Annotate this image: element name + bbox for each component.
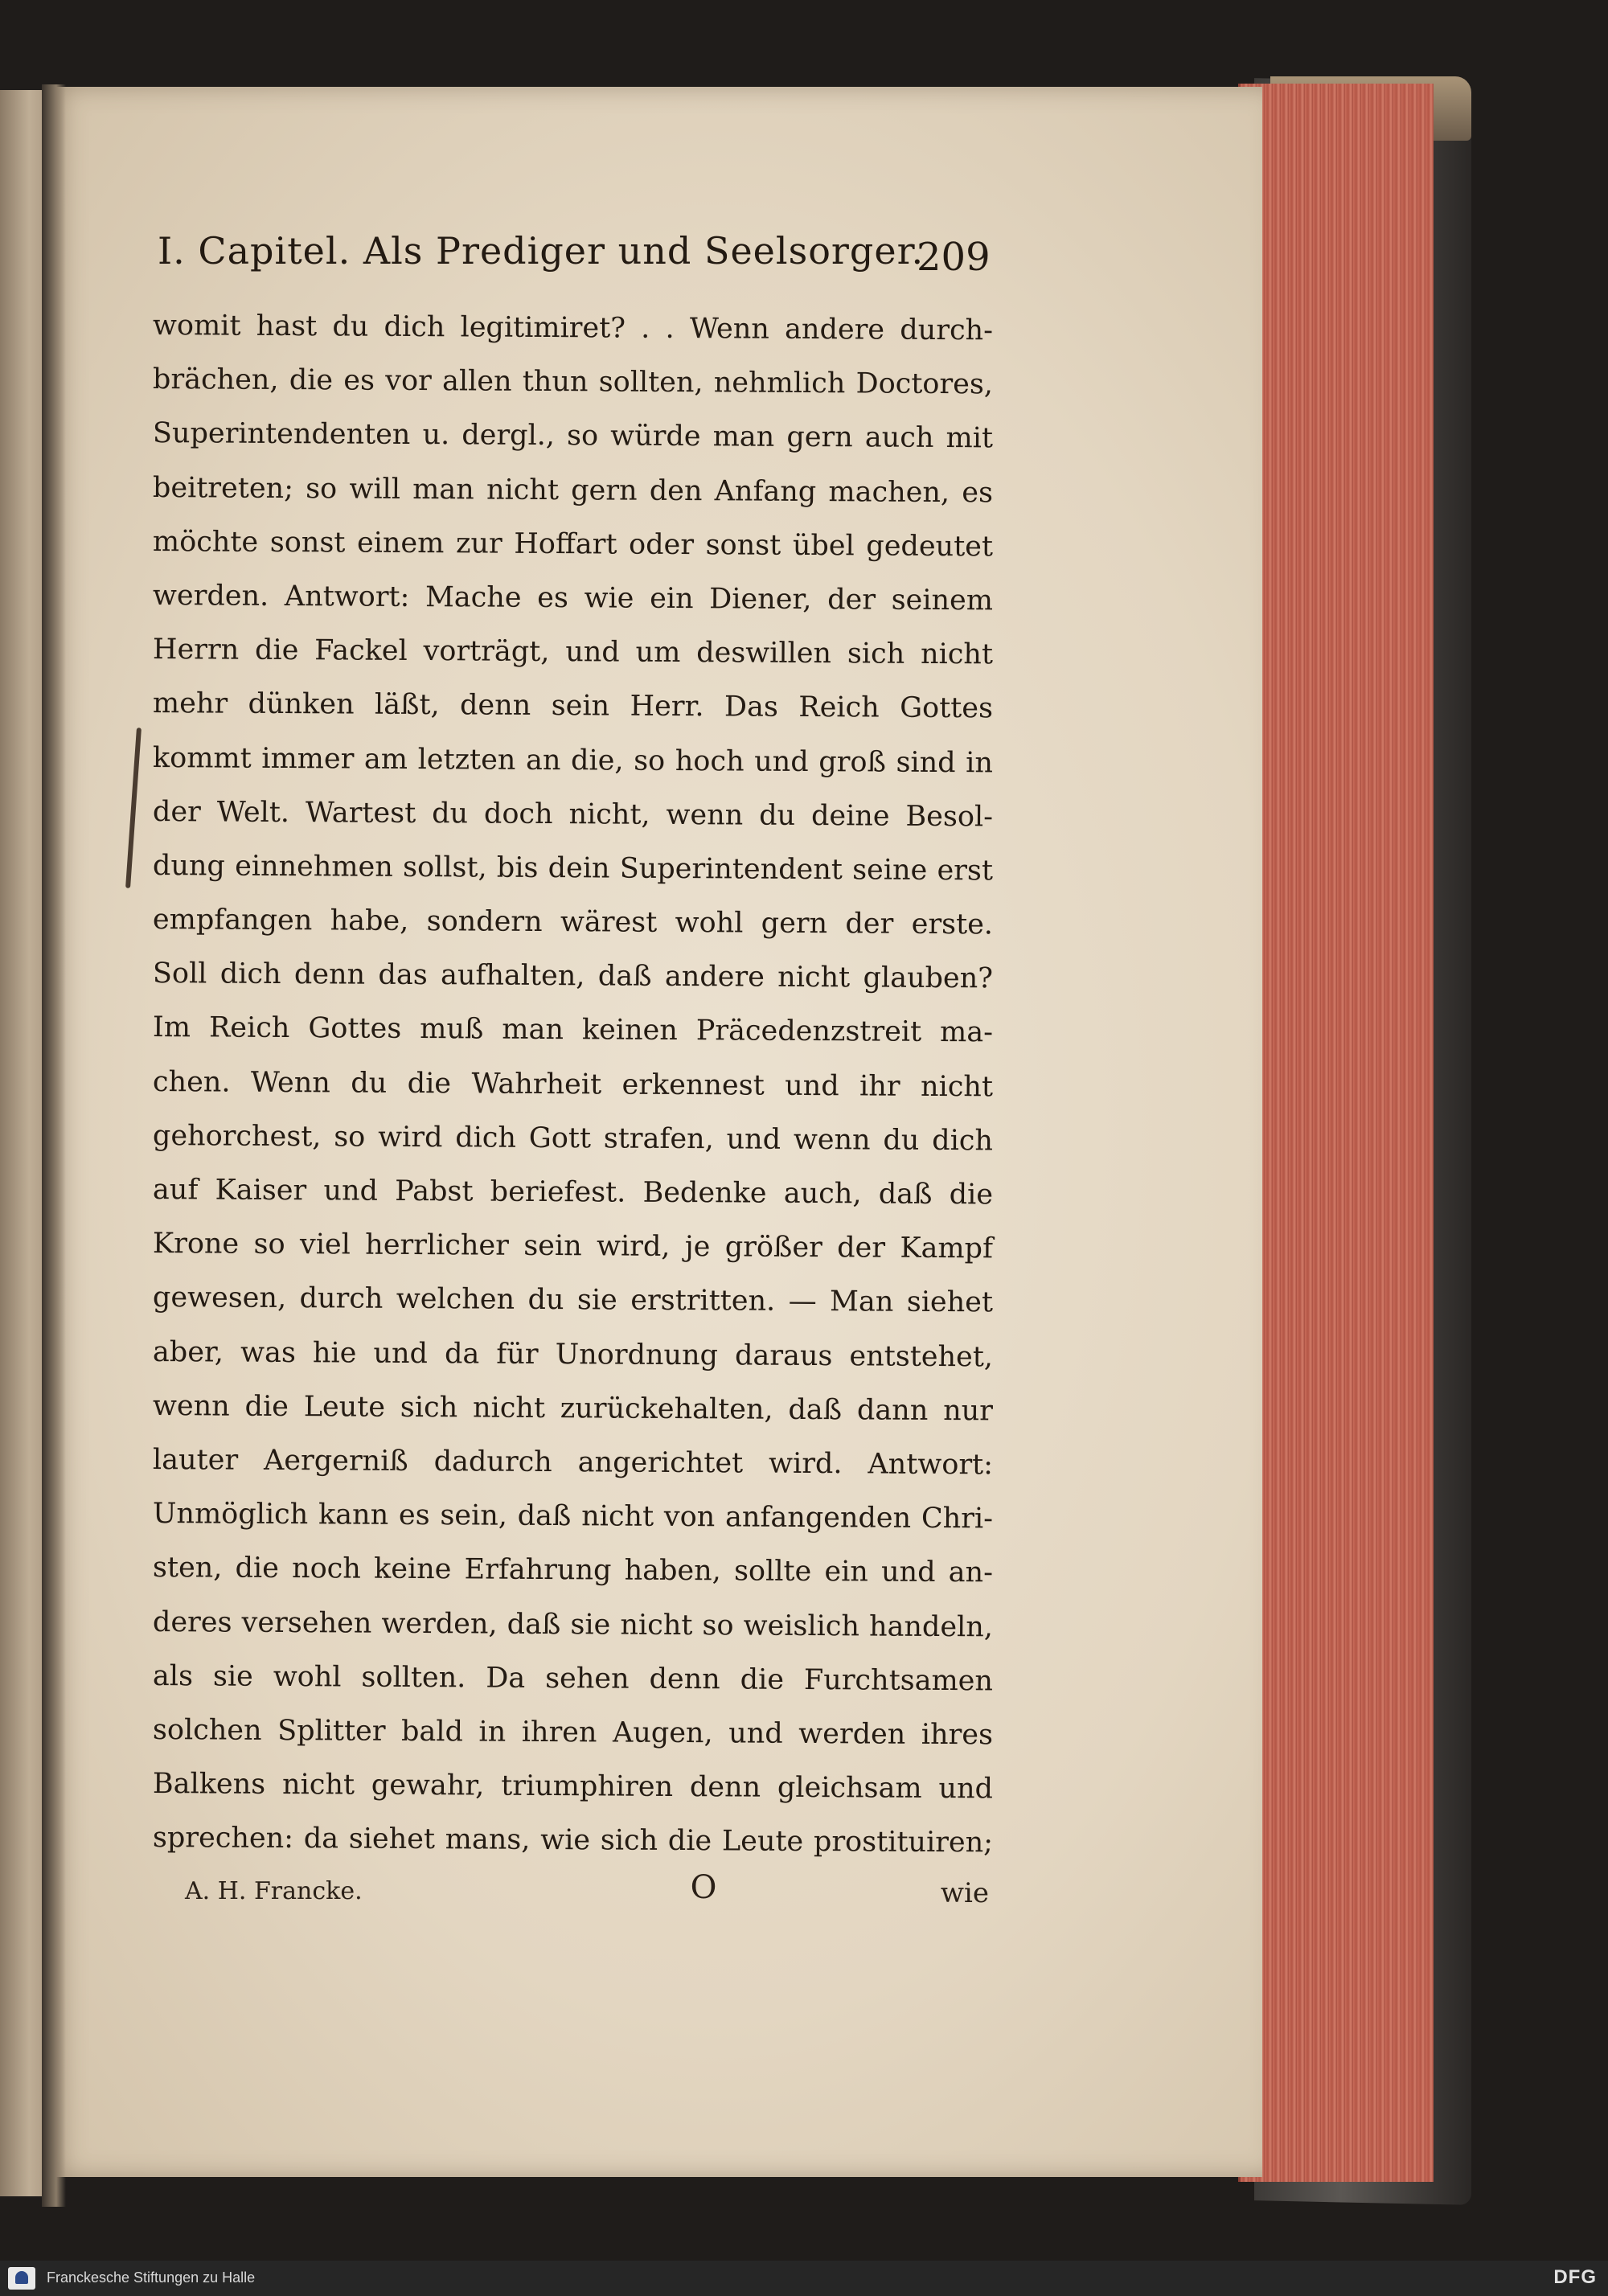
text-line: der Welt. Wartest du doch nicht, wenn du deine Besol-	[152, 795, 994, 834]
text-line: Herrn die Fackel vorträgt, und um deswillen sich nicht	[152, 633, 994, 671]
text-line: sten, die noch keine Erfahrung haben, sollte ein und an-	[152, 1552, 994, 1589]
text-line: Im Reich Gottes muß man keinen Präcedenzstreit ma-	[152, 1011, 994, 1049]
page-edges	[1238, 84, 1434, 2182]
text-line: werden. Antwort: Mache es wie ein Diener, der seinem	[152, 579, 994, 617]
text-line: wenn die Leute sich nicht zurückehalten, daß dann nur	[152, 1389, 994, 1428]
signature-mark: A. H. Francke.	[185, 1877, 363, 1905]
text-line: beitreten; so will man nicht gern den Anfang machen, es	[152, 471, 994, 509]
catchword: wie	[940, 1877, 989, 1909]
text-line: aber, was hie und da für Unordnung daraus entstehet,	[152, 1335, 994, 1373]
text-line: auf Kaiser und Pabst beriefest. Bedenke auch, daß die	[152, 1174, 994, 1212]
text-line: deres versehen werden, daß sie nicht so weislich handeln,	[152, 1605, 994, 1643]
running-head: I. Capitel. Als Prediger und Seelsorger.	[158, 229, 925, 273]
text-line: mehr dünken läßt, denn sein Herr. Das Reich Gottes	[152, 687, 994, 725]
text-line: womit hast du dich legitimiret? . . Wenn andere durch-	[152, 310, 994, 347]
text-line: Krone so viel herrlicher sein wird, je größer der Kampf	[152, 1228, 994, 1265]
body-text	[153, 299, 993, 1865]
text-line: dung einnehmen sollst, bis dein Superintendent seine erst	[152, 849, 994, 888]
institution-credit: Franckesche Stiftungen zu Halle	[47, 2269, 256, 2286]
credit-bar	[0, 2261, 1608, 2296]
text-line: sprechen: da siehet mans, wie sich die Leute prostituiren;	[152, 1822, 994, 1859]
gutter-shadow	[42, 84, 66, 2207]
funder-logo: DFG	[1553, 2266, 1597, 2288]
text-line: kommt immer am letzten an die, so hoch und groß sind in	[152, 741, 994, 779]
text-line: brächen, die es vor allen thun sollten, nehmlich Doctores,	[152, 363, 994, 401]
text-line: gewesen, durch welchen du sie erstritten. — Man siehet	[152, 1281, 994, 1319]
page-number: 209	[917, 235, 991, 280]
institution-logo-icon	[8, 2267, 35, 2290]
signature-letter: O	[690, 1869, 717, 1906]
text-line: Balkens nicht gewahr, triumphiren denn gleichsam und	[152, 1768, 994, 1806]
text-line: Superintendenten u. dergl., so würde man gern auch mit	[152, 417, 994, 455]
text-line: möchte sonst einem zur Hoffart oder sonst übel gedeutet	[152, 525, 994, 564]
text-line: empfangen habe, sondern wärest wohl gern der erste.	[152, 904, 994, 941]
text-line: gehorchest, so wird dich Gott strafen, und wenn du dich	[152, 1119, 994, 1158]
text-line: chen. Wenn du die Wahrheit erkennest und ihr nicht	[152, 1065, 994, 1104]
text-line: lauter Aergerniß dadurch angerichtet wird. Antwort:	[152, 1443, 994, 1482]
text-line: Unmöglich kann es sein, daß nicht von anfangenden Chri-	[152, 1498, 994, 1535]
text-line: als sie wohl sollten. Da sehen denn die Furchtsamen	[152, 1659, 994, 1698]
text-line: Soll dich denn das aufhalten, daß andere nicht glauben?	[152, 957, 994, 995]
text-line: solchen Splitter bald in ihren Augen, und werden ihres	[152, 1713, 994, 1752]
